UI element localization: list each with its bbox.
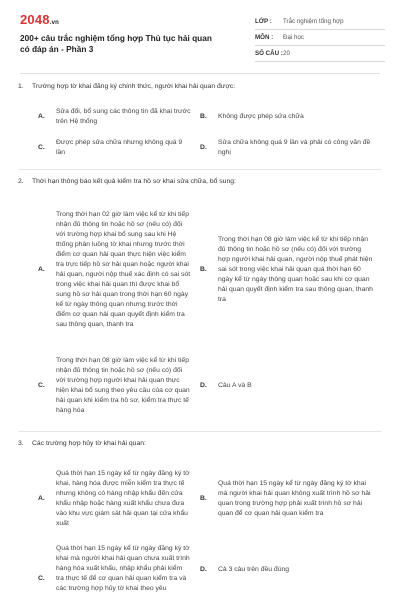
option-text: Sửa đổi, bổ sung các thông tin đã khai trước trên Hệ thống [56,108,191,125]
option-b[interactable] [200,458,382,540]
question-divider [18,169,382,170]
option-letter: B. [200,495,207,502]
document-title: 200+ câu trắc nghiệm tổng hợp Thủ tục hải quan có đáp án - Phần 3 [20,33,212,54]
option-text: Trong thời hạn 08 giờ làm việc kể từ khi tiếp nhận đủ thông tin hoặc hồ sơ (nếu có) đối với trường hợp người khai hải quan thực hiện khai bổ sung theo yêu cầu của cơ quan hải quan khi kiểm tra hồ sơ, kiểm tra thực tế hàng hóa [56,357,190,414]
option-letter: C. [38,575,45,582]
option-d[interactable] [200,344,382,428]
option-text: Trong thời hạn 02 giờ làm việc kể từ khi tiếp nhận đủ thông tin hoặc hồ sơ (nếu có) đối với trường hợp khai bổ sung sau khi Hệ thống phân luồng tờ khai nhưng trước thời điểm cơ quan hải quan thực hiện việc kiểm tra trực tiếp hồ sơ hải quan hoặc người khai hải quan, người nộp thuế xác định có sai sót trong việc khai hải quan thì được khai bổ sung hồ sơ hải quan trong thời hạn 60 ngày kể từ ngày thông quan nhưng trước thời điểm cơ quan hải quan quyết định kiểm tra sau thông quan, thanh tra [56,211,191,328]
question-2 [18,177,382,187]
question-divider [18,431,382,432]
option-text: Trong thời hạn 08 giờ làm việc kể từ khi tiếp nhận đủ thông tin hoặc hồ sơ (nếu có) đối với trường hợp người khai hải quan, người nộp thuế phát hiện sai sót trong việc khai hải quan quá thời hạn 60 ngày kể từ ngày thông quan hoặc sau khi cơ quan hải quan quyết định kiểm tra sau thông quan, thanh tra [218,236,373,303]
option-d[interactable] [200,540,382,600]
meta-value: Trắc nghiệm tổng hợp [283,18,344,25]
question-text: Thời hạn thông báo kết quả kiểm tra hồ sơ khai sửa chữa, bổ sung: [32,178,236,185]
option-text: Sửa chữa không quá 9 lần và phải có công văn đề nghị [218,139,371,156]
option-a[interactable] [18,196,200,344]
option-letter: B. [200,113,207,120]
option-letter: D. [200,144,207,151]
logo-main: 2048 [20,12,50,27]
option-letter: C. [38,144,45,151]
question-number: 1. [18,83,24,90]
meta-value: Đại học [283,34,304,41]
question-number: 2. [18,178,24,185]
meta-value: 20 [283,50,290,57]
document-header [0,0,400,72]
option-text: Câu A và B [218,382,252,389]
option-text: Cả 3 câu trên đều đúng [218,566,290,573]
option-text: Quá thời hạn 15 ngày kể từ ngày đăng ký tờ khai mà người khai hải quan không xuất trình hồ sơ hải quan trong trường hợp phải xuất trình hồ sơ hải quan để cơ quan hải quan kiểm tra [218,480,371,517]
question-number: 3. [18,440,24,447]
option-letter: D. [200,566,207,573]
header-divider [20,73,380,74]
option-d[interactable] [200,132,382,164]
option-letter: A. [38,113,45,120]
meta-row-count [255,46,385,62]
question-stem [18,177,382,187]
option-a[interactable] [18,458,200,540]
option-text: Quá thời hạn 15 ngày kể từ ngày đăng ký tờ khai mà người khai hải quan chưa xuất trình hàng hóa xuất khẩu, nhập khẩu phải kiểm tra thực tế để cơ quan hải quan kiểm tra và các trường hợp hủy tờ khai theo yêu [56,545,190,592]
option-letter: A. [38,266,45,273]
site-logo[interactable] [20,12,59,27]
meta-info-box [255,14,385,62]
question-text: Các trường hợp hủy tờ khai hải quan: [32,440,146,447]
question-3 [18,439,382,449]
meta-row-subject [255,30,385,46]
option-b[interactable] [200,196,382,344]
option-text: Được phép sửa chữa nhưng không quá 9 lần [56,139,183,156]
logo-suffix: .vn [49,20,60,26]
option-letter: B. [200,266,207,273]
question-stem [18,82,382,92]
meta-label: SỐ CÂU : [255,50,283,57]
meta-label: LỚP : [255,18,272,25]
option-text: Không được phép sửa chữa [218,113,304,120]
question-1 [18,82,382,92]
option-letter: D. [200,382,207,389]
option-c[interactable] [18,344,200,428]
meta-label: MÔN : [255,34,274,41]
question-2-options [18,196,382,428]
option-a[interactable] [18,102,200,132]
option-b[interactable] [200,102,382,132]
option-letter: C. [38,382,45,389]
option-c[interactable] [18,540,200,600]
question-text: Trường hợp tờ khai đăng ký chính thức, người khai hải quan được: [32,83,236,90]
option-letter: A. [38,495,45,502]
question-3-options [18,458,382,600]
meta-row-class [255,14,385,30]
question-1-options [18,102,382,164]
option-text: Quá thời hạn 15 ngày kể từ ngày đăng ký tờ khai, hàng hóa được miễn kiểm tra thực tế nhưng không có hàng nhập khẩu đến cửa khẩu nhập hoặc hàng xuất khẩu chưa đưa vào khu vực giám sát hải quan tại cửa khẩu xuất [56,470,190,527]
question-stem [18,439,382,449]
option-c[interactable] [18,132,200,164]
